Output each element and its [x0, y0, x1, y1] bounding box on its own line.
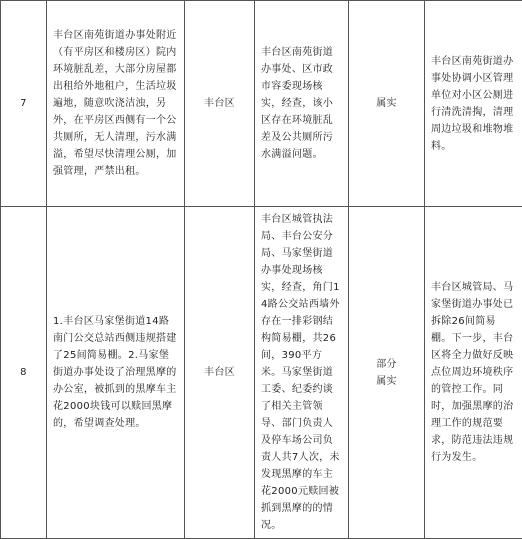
- findings-text: 丰台区城管执法局、丰台公安分局、马家堡街道办事处现场核实，经查，角门14路公交站西墙外存在一排彩钢结构简易棚，共26间，390平方米。马家堡街道工委、纪委约谈了相关主管领导、部门负责人及停车场公司负责人共7人次，未发现黑摩的车主花2000元赎回被抓到黑摩的的情况。: [261, 211, 342, 534]
- issue-cell: [47, 1, 185, 207]
- status-cell: [349, 207, 425, 539]
- findings-text: 丰台区南苑街道办事处、区市政市容委现场核实，经查，该小区存在环境脏乱差及公共厕所污水满溢问题。: [261, 44, 342, 163]
- row-number: 7: [1, 1, 47, 207]
- measures-text: 丰台区城管局、马家堡街道办事处已拆除26间简易棚。下一步，丰台区将全力做好反映点位周边环境秩序的管控工作。同时，加强黑摩的治理工作的规范要求，防范违法违规行为发生。: [431, 279, 516, 466]
- findings-cell: [255, 1, 349, 207]
- district-cell: 丰台区: [185, 207, 255, 539]
- status-text: 部分属实: [376, 356, 398, 390]
- issue-text: 1.丰台区马家堡街道14路南门公交总站西侧违规搭建了25间简易棚。2.马家堡街道办事处设了治理黑摩的办公室，被抓到的黑摩车主花2000块钱可以赎回黑摩的，希望调查处理。: [53, 313, 178, 432]
- status-cell: 属实: [349, 1, 425, 207]
- measures-cell: [425, 1, 522, 207]
- measures-text: 丰台区南苑街道办事处协调小区管理单位对小区公厕进行清洗清掏，清理周边垃圾和堆物堆料。: [431, 53, 516, 155]
- measures-cell: [425, 207, 522, 539]
- issue-cell: [47, 207, 185, 539]
- table-row: [1, 1, 522, 207]
- district-cell: 丰台区: [185, 1, 255, 207]
- table-row: [1, 207, 522, 539]
- row-number: 8: [1, 207, 47, 539]
- issue-text: 丰台区南苑街道办事处附近（有平房区和楼房区）院内环境脏乱差，大部分房屋都出租给外地租户，生活垃圾遍地，随意吹浇洁浊，另外，在平房区西侧有一个公共厕所，无人清理，污水满溢，希望尽快清理公厕，加强管理，严禁出租。: [53, 27, 178, 180]
- findings-cell: [255, 207, 349, 539]
